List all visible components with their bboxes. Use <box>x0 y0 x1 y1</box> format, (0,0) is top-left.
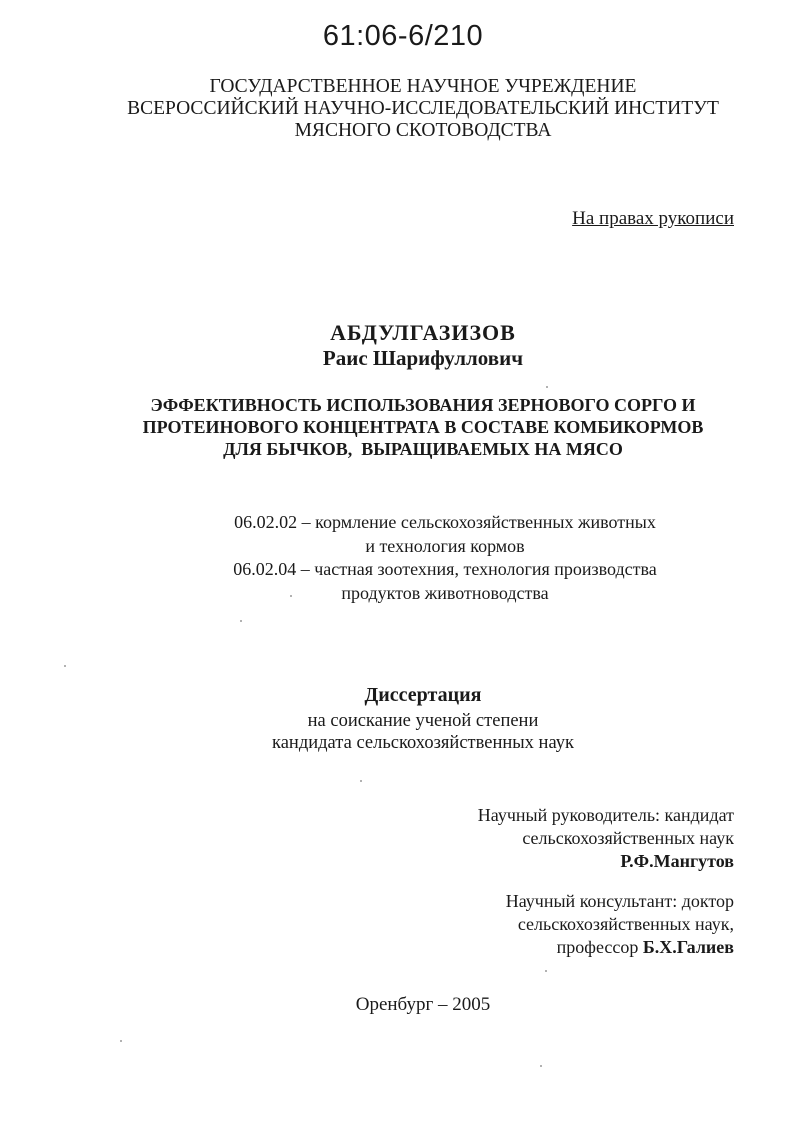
scan-speck <box>290 595 292 597</box>
author-first-names: Раис Шарифуллович <box>322 346 524 370</box>
consultant-line-1: Научный консультант: доктор <box>505 891 734 911</box>
specialty-line-1: 06.02.02 – кормление сельскохозяйственных животных <box>234 512 656 532</box>
institution-line-2: ВСЕРОССИЙСКИЙ НАУЧНО-ИССЛЕДОВАТЕЛЬСКИЙ ИНСТИТУТ <box>127 98 719 119</box>
supervisor-line-1: Научный руководитель: кандидат <box>477 805 734 825</box>
specialty-line-2: и технология кормов <box>365 535 525 556</box>
consultant-title: профессор <box>556 937 639 957</box>
title-line-3: ДЛЯ БЫЧКОВ, ВЫРАЩИВАЕМЫХ НА МЯСО <box>223 439 623 459</box>
degree-line-2: кандидата сельскохозяйственных наук <box>272 733 574 753</box>
place-year: Оренбург – 2005 <box>355 994 491 1015</box>
scan-speck <box>545 970 547 972</box>
catalog-code: 61:06-6/210 <box>322 20 484 52</box>
degree-line-1: на соискание ученой степени <box>307 711 539 731</box>
supervisor-line-2: сельскохозяйственных наук <box>522 828 734 848</box>
consultant-block <box>506 890 734 959</box>
consultant-line-3 <box>506 936 734 959</box>
dissertation-heading: Диссертация <box>364 684 482 706</box>
title-line-2: ПРОТЕИНОВОГО КОНЦЕНТРАТА В СОСТАВЕ КОМБИКОРМОВ <box>142 417 704 437</box>
institution-header <box>0 76 796 142</box>
scan-speck <box>546 386 548 388</box>
scan-speck <box>240 620 242 622</box>
scan-speck <box>360 780 362 782</box>
supervisor-block <box>478 804 734 873</box>
institution-line-3: МЯСНОГО СКОТОВОДСТВА <box>294 120 552 141</box>
title-line-1: ЭФФЕКТИВНОСТЬ ИСПОЛЬЗОВАНИЯ ЗЕРНОВОГО СОРГО И <box>150 395 696 415</box>
consultant-line-2: сельскохозяйственных наук, <box>517 914 734 934</box>
degree-description <box>0 710 796 754</box>
author-last-name: АБДУЛГАЗИЗОВ <box>330 320 516 345</box>
rights-note: На правах рукописи <box>572 208 734 229</box>
scan-speck <box>540 1065 542 1067</box>
specialties <box>150 511 740 605</box>
consultant-name: Б.Х.Галиев <box>642 937 734 957</box>
scan-speck <box>120 1040 122 1042</box>
supervisor-name: Р.Ф.Мангутов <box>620 851 734 871</box>
specialty-line-4: продуктов животноводства <box>341 582 549 603</box>
scan-speck <box>64 665 66 667</box>
institution-line-1: ГОСУДАРСТВЕННОЕ НАУЧНОЕ УЧРЕЖДЕНИЕ <box>209 76 637 97</box>
specialty-line-3: 06.02.04 – частная зоотехния, технология производства <box>233 559 657 579</box>
dissertation-title <box>0 394 796 460</box>
